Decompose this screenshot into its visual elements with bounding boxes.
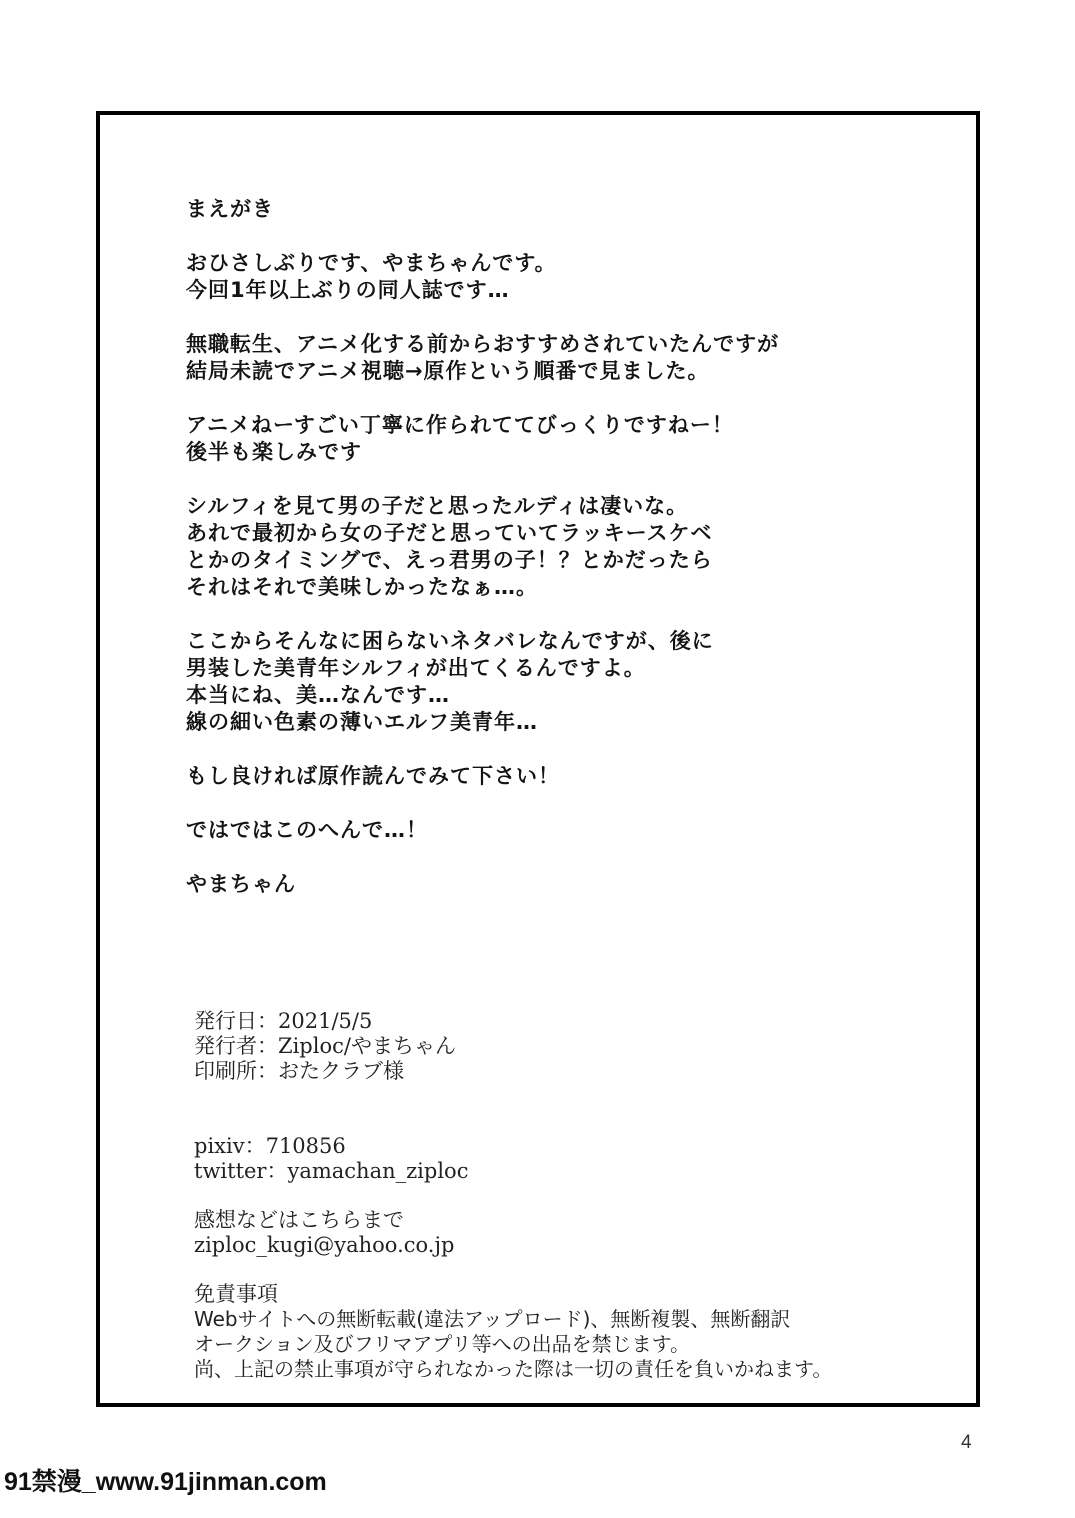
preface-line: 結局未読でアニメ視聴→原作という順番で見ました。 [186,359,710,383]
preface-line: それはそれで美味しかったなぁ…。 [186,575,538,599]
disclaimer-line: オークション及びフリマアプリ等への出品を禁じます。 [194,1332,690,1356]
feedback-label: 感想などはこちらまで [194,1208,404,1232]
disclaimer-line: 尚、上記の禁止事項が守られなかった際は一切の責任を負いかねます。 [194,1357,833,1381]
preface-signature: やまちゃん [186,872,296,896]
publisher: 発行者：Ziploc/やまちゃん [194,1034,456,1058]
printer: 印刷所：おたクラブ様 [194,1059,404,1083]
colophon-section [194,1009,832,1382]
preface-line: 無職転生、アニメ化する前からおすすめされていたんですが [186,332,780,356]
preface-line: アニメねーすごい丁寧に作られててびっくりですねー！ [186,413,734,437]
preface-line: おひさしぶりです、やまちゃんです。 [186,251,557,275]
disclaimer-title: 免責事項 [194,1282,278,1306]
page-number: 4 [961,1432,972,1453]
preface-line: 本当にね、美…なんです… [186,683,450,707]
site-watermark: 91禁漫_www.91jinman.com [4,1468,327,1496]
preface-line: ここからそんなに困らないネタバレなんですが、後に [186,629,714,653]
contact-email: ziploc_kugi@yahoo.co.jp [194,1233,455,1257]
preface-line: シルフィを見て男の子だと思ったルディは凄いな。 [186,494,689,518]
preface-line: とかのタイミングで、えっ君男の子！？とかだったら [186,548,713,572]
preface-title: まえがき [186,197,274,221]
preface-line: 今回1年以上ぶりの同人誌です… [186,278,510,302]
preface-line: 後半も楽しみです [186,440,362,464]
preface-line: あれで最初から女の子だと思っていてラッキースケベ [186,521,713,545]
preface-line: 男装した美青年シルフィが出てくるんですよ。 [186,656,646,680]
issue-date: 発行日：2021/5/5 [194,1009,373,1033]
pixiv-id: pixiv：710856 [194,1134,346,1158]
preface-section [186,196,779,898]
twitter-handle: twitter：yamachan_ziploc [194,1159,469,1183]
preface-line: ではではこのへんで…！ [186,818,428,842]
disclaimer-line: Webサイトへの無断転載(違法アップロード)、無断複製、無断翻訳 [194,1307,791,1331]
preface-line: 線の細い色素の薄いエルフ美青年… [186,710,538,734]
preface-line: もし良ければ原作読んでみて下さい！ [186,764,560,788]
